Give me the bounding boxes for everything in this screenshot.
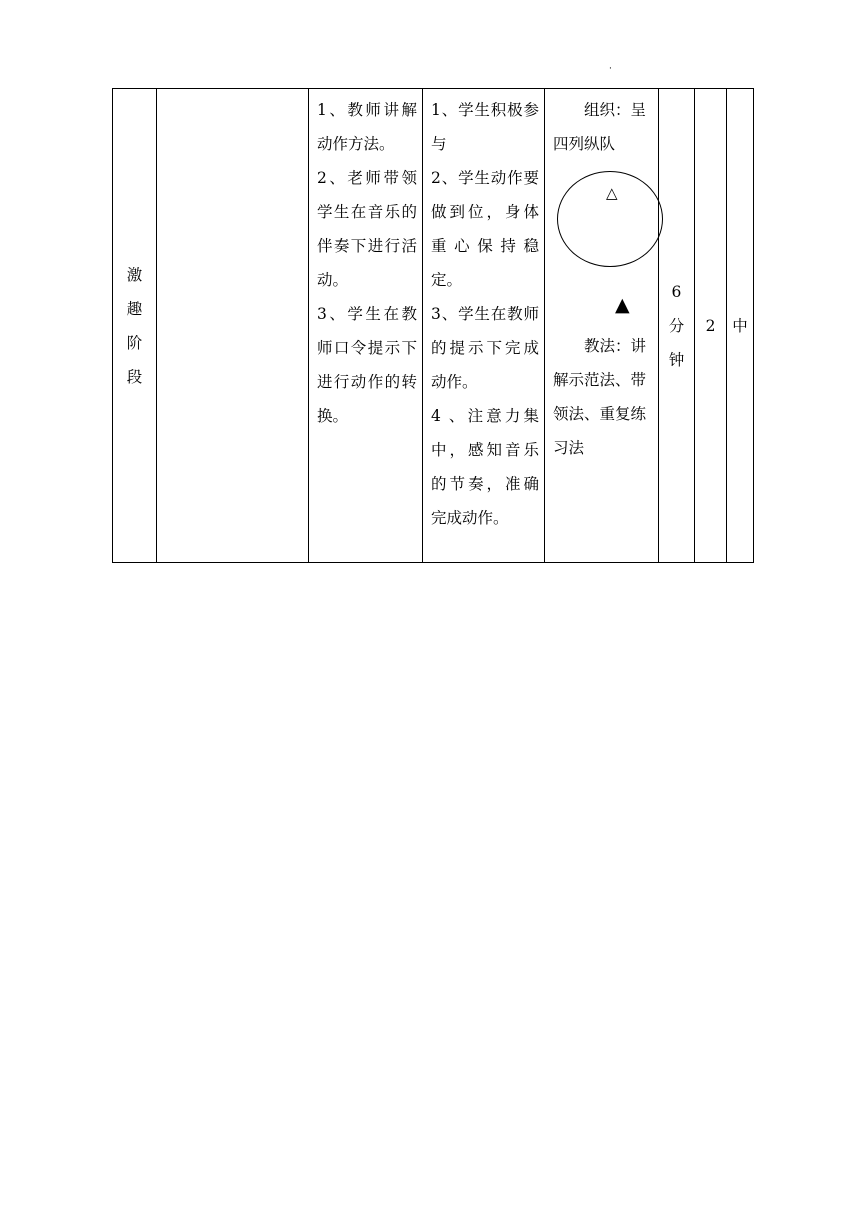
organization-cell — [545, 89, 659, 563]
student-activity-4: 4 、注意力集中，感知音乐的节奏，准确完成动作。 — [431, 407, 539, 527]
student-triangle-icon: △ — [606, 184, 618, 202]
teacher-activity-3: 3、学生在教师口令提示下进行动作的转换。 — [317, 305, 417, 425]
student-activities-cell — [423, 89, 545, 563]
time-value: 6分钟 — [668, 282, 685, 369]
stage-cell — [113, 89, 157, 563]
count-cell — [695, 89, 727, 563]
count-value: 2 — [705, 316, 716, 335]
teacher-activity-1: 1、教师讲解动作方法。 — [317, 101, 417, 153]
page-marker: · — [609, 64, 612, 74]
lesson-plan-table — [112, 88, 754, 563]
intensity-cell — [727, 89, 754, 563]
teacher-activity-2: 2、老师带领学生在音乐的伴奏下进行活动。 — [317, 169, 417, 289]
student-activity-3: 3、学生在教师的提示下完成动作。 — [431, 305, 539, 391]
stage-label: 激趣阶段 — [126, 265, 143, 386]
teaching-method-text: 教法：讲解示范法、带领法、重复练习法 — [553, 337, 647, 457]
student-activity-1: 1、学生积极参与 — [431, 101, 539, 153]
student-activity-2: 2、学生动作要做到位，身体重心保持稳定。 — [431, 169, 539, 289]
intensity-value: 中 — [732, 316, 748, 335]
table-row — [113, 89, 754, 563]
teacher-triangle-icon: ▲ — [615, 294, 630, 316]
content-cell — [157, 89, 309, 563]
teacher-activities-cell — [309, 89, 423, 563]
time-cell — [659, 89, 695, 563]
formation-diagram — [553, 161, 653, 329]
organization-text: 组织：呈四列纵队 — [553, 101, 647, 153]
